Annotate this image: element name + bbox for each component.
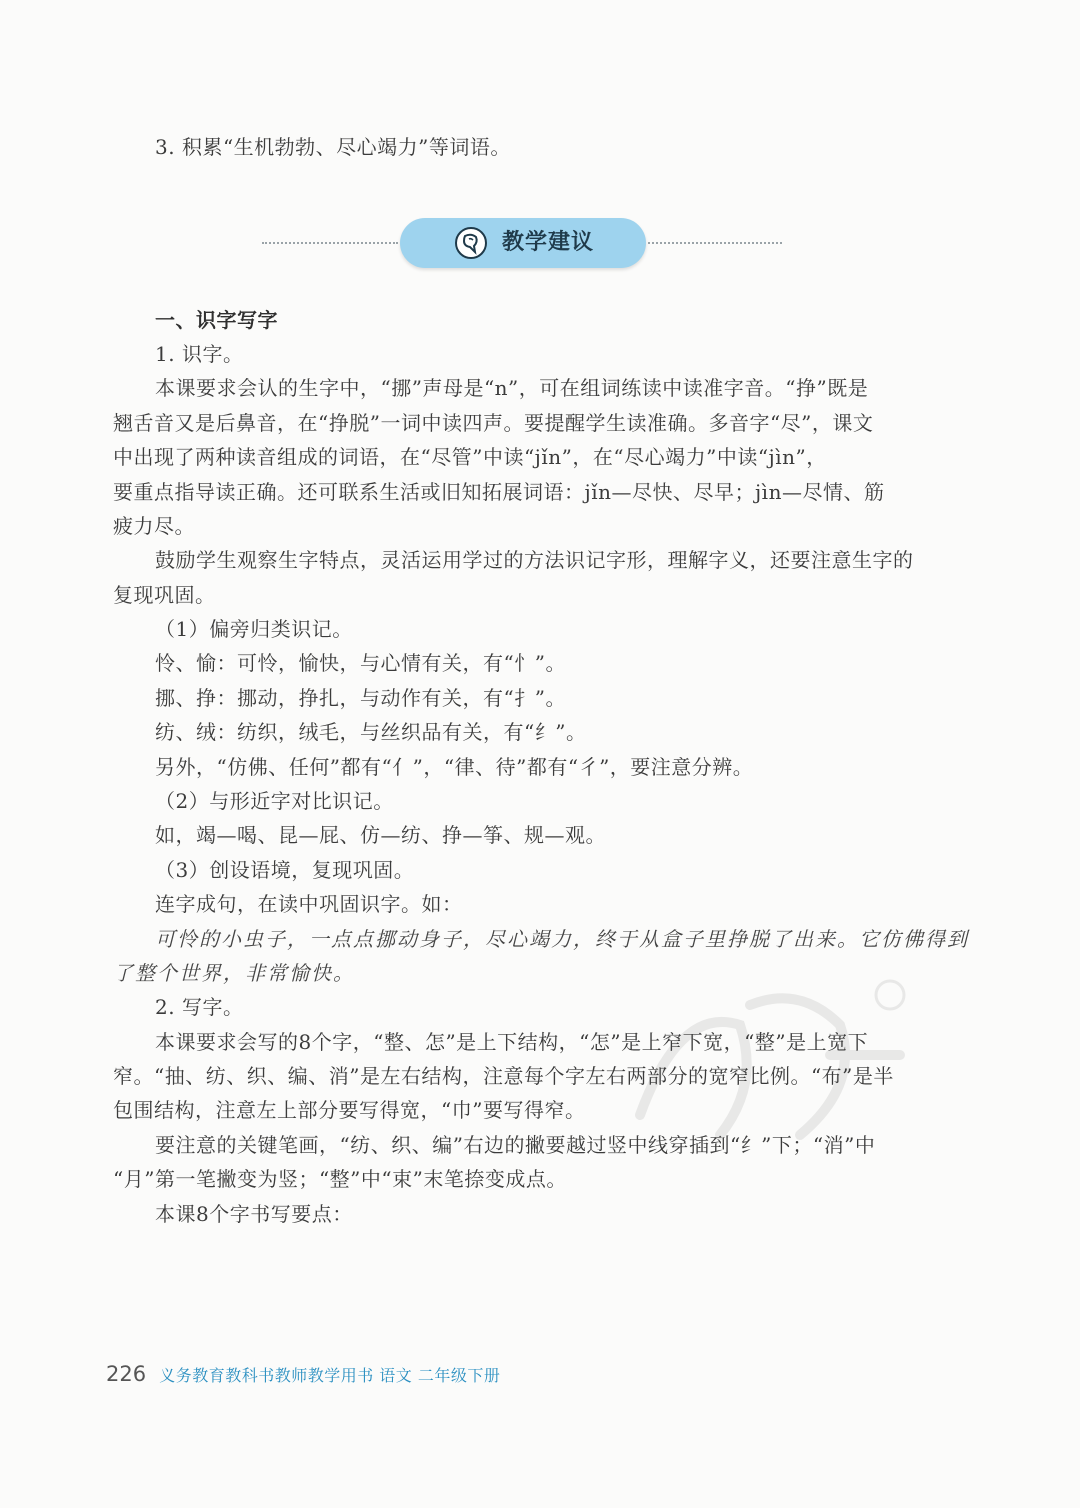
objective-item-3: 3. 积累“生机勃勃、尽心竭力”等词语。 [155, 135, 511, 159]
speech-bubble-icon [454, 226, 488, 260]
paragraph-line: 要注意的关键笔画，“纺、织、编”右边的撇要越过竖中线穿插到“纟”下；“消”中 [155, 1133, 876, 1157]
paragraph-line: 包围结构，注意左上部分要写得宽，“巾”要写得窄。 [113, 1098, 586, 1122]
paragraph-line: 疲力尽。 [113, 514, 195, 538]
list-item: 挪、挣：挪动，挣扎，与动作有关，有“扌”。 [155, 686, 566, 710]
book-title: 义务教育教科书教师教学用书 语文 二年级下册 [159, 1365, 501, 1385]
page-footer [106, 1362, 500, 1386]
banner-pill [400, 218, 646, 268]
paragraph-line: “月”第一笔撇变为竖；“整”中“束”末笔捺变成点。 [113, 1167, 567, 1191]
subsection-heading-literacy: 1. 识字。 [155, 342, 244, 366]
list-item: 另外，“仿佛、任何”都有“亻”，“律、待”都有“彳”，要注意分辨。 [155, 755, 754, 779]
paragraph-line: 连字成句，在读中巩固识字。如： [155, 892, 463, 916]
list-heading: （3）创设语境，复现巩固。 [155, 858, 415, 882]
list-item: 纺、绒：纺织，绒毛，与丝织品有关，有“纟”。 [155, 720, 587, 744]
paragraph-line: 窄。“抽、纺、织、编、消”是左右结构，注意每个字左右两部分的宽窄比例。“布”是半 [113, 1064, 894, 1088]
paragraph-line: 翘舌音又是后鼻音，在“挣脱”一词中读四声。要提醒学生读准确。多音字“尽”，课文 [113, 411, 874, 435]
section-banner [0, 218, 1080, 270]
section-heading: 一、识字写字 [155, 308, 278, 332]
list-item: 怜、愉：可怜，愉快，与心情有关，有“忄”。 [155, 651, 566, 675]
paragraph-line: 本课要求会写的8个字，“整、怎”是上下结构，“怎”是上窄下宽，“整”是上宽下 [155, 1030, 869, 1054]
example-sentence: 了整个世界，非常愉快。 [113, 961, 355, 985]
banner-title: 教学建议 [502, 230, 595, 255]
example-sentence: 可怜的小虫子，一点点挪动身子，尽心竭力，终于从盒子里挣脱了出来。它仿佛得到 [155, 927, 969, 951]
list-item: 如，竭—喝、昆—屁、仿—纺、挣—筝、规—观。 [155, 823, 606, 847]
publisher-watermark [600, 965, 920, 1155]
banner-divider-left [262, 242, 398, 244]
paragraph-line: 中出现了两种读音组成的词语，在“尽管”中读“jǐn”，在“尽心竭力”中读“jìn”， [113, 445, 827, 469]
paragraph-line: 要重点指导读正确。还可联系生活或旧知拓展词语：jǐn—尽快、尽早；jìn—尽情、筋 [113, 480, 885, 504]
list-heading: （2）与形近字对比识记。 [155, 789, 394, 813]
paragraph-line: 本课要求会认的生字中，“挪”声母是“n”，可在组词练读中读准字音。“挣”既是 [155, 376, 869, 400]
paragraph-line: 鼓励学生观察生字特点，灵活运用学过的方法识记字形，理解字义，还要注意生字的 [155, 548, 914, 572]
paragraph-line: 复现巩固。 [113, 583, 216, 607]
subsection-heading-writing: 2. 写字。 [155, 995, 244, 1019]
banner-divider-right [648, 242, 782, 244]
page-number: 226 [106, 1362, 147, 1386]
list-heading: （1）偏旁归类识记。 [155, 617, 353, 641]
paragraph-line: 本课8个字书写要点： [155, 1202, 353, 1226]
